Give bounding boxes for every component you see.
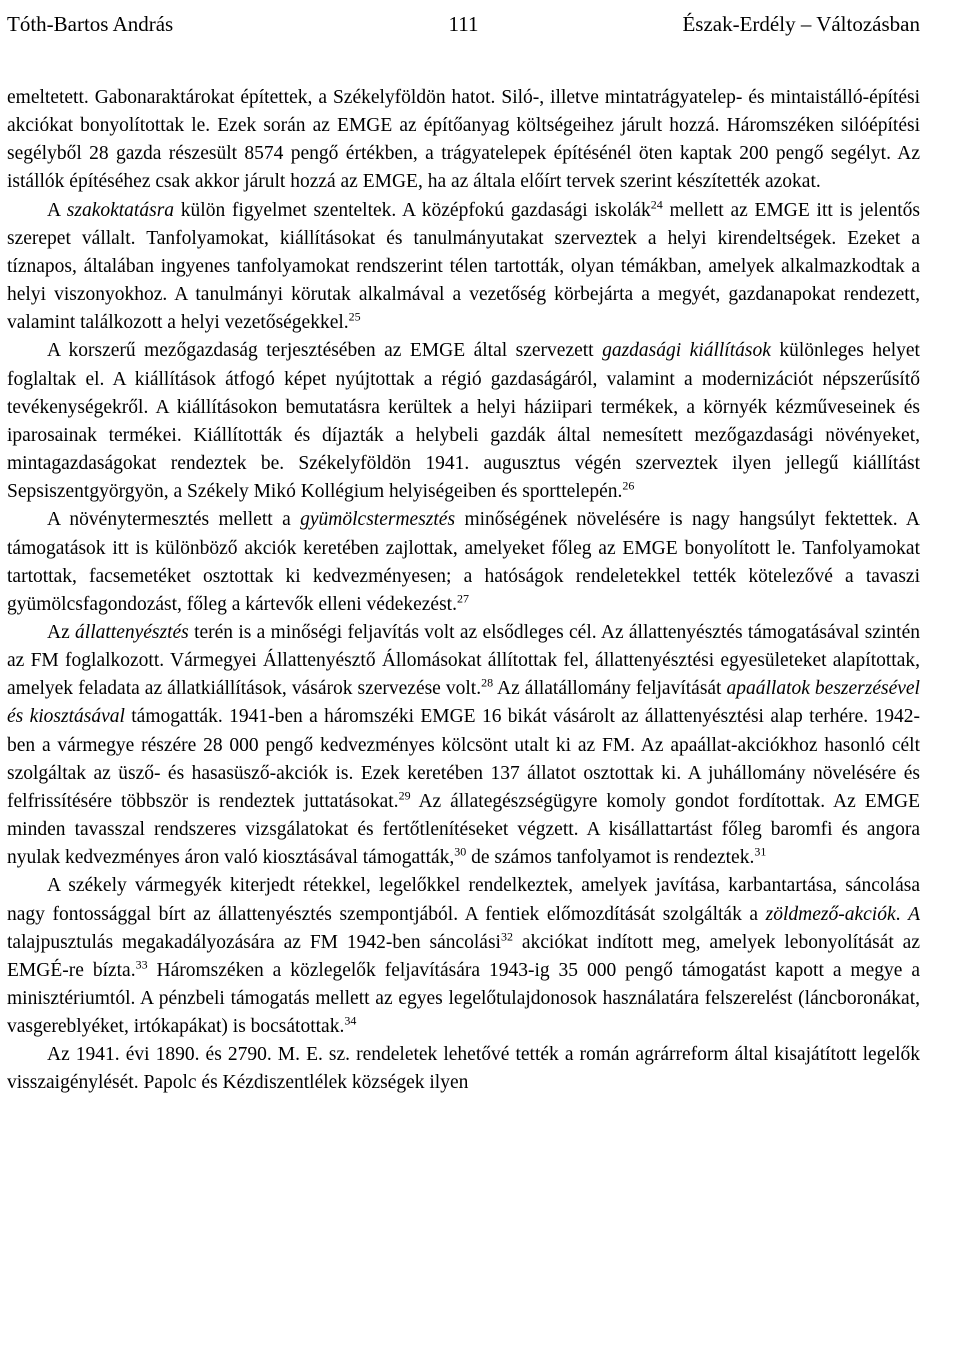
emphasis-text: apaállatok beszerzésével és kiosztásával [7, 678, 920, 728]
header-page-number: 111 [448, 12, 479, 36]
header-author: Tóth-Bartos András [7, 12, 174, 36]
paragraph [7, 1041, 920, 1097]
emphasis-text: gyümölcstermesztés [300, 509, 456, 531]
footnote-marker: 34 [344, 1013, 357, 1028]
text-run: talajpusztulás megakadályozására az FM 1942-ben sáncolási [7, 931, 501, 953]
text-run: emeltetett. Gabonaraktárokat építettek, a Székelyföldön hatot. Siló-, illetve mintatrágyatelep- és mintaistálló-építési akciókat bonyolítottak le. Ezek során az EMGE az építőanyag költségeihez járult hozzá. Háromszéken silóépítési segélyből 28 gazda részesült 8574 pengő értékben, a trágyatelepek építésénél öten kaptak 200 pengő segélyt. Az istállók építéséhez csak akkor járult hozzá az EMGE, ha az általa előírt tervek szerint készítették azokat. [7, 87, 920, 193]
text-run: támogatták. 1941-ben a háromszéki EMGE 16 bikát vásárolt az állattenyésztési alap terhére. 1942-ben a vármegye részére 28 000 pengő kedvezményes kölcsönt utalt ki az FM. Az apaállat-akciókhoz hasonló célt szolgáltak az üsző- és hasasüsző-akciók is. Ezek keretében 137 állatot osztottak ki. A juhállomány növelésére és felfrissítésére többször is rendeztek juttatásokat. [7, 706, 920, 812]
text-run: Háromszéken a közlegelők feljavítására 1943-ig 35 000 pengő támogatást kapott a megye a minisztériumtól. A pénzbeli támogatás mellett az egyes legelőtulajdonosok használatára felszerelést (láncboronákat, vasgereblyéket, irtókapákat) is bocsátottak. [7, 959, 920, 1038]
paragraph [7, 619, 920, 872]
text-run: külön figyelmet szenteltek. A középfokú gazdasági iskolák [174, 199, 651, 221]
emphasis-text: zöldmező-akciók [765, 903, 896, 925]
body-text [7, 84, 920, 1098]
text-run: Az állatállomány feljavítását [493, 678, 727, 700]
text-run: Az 1941. évi 1890. és 2790. M. E. sz. rendeletek lehetővé tették a román agrárreform által kisajátított legelők visszaigénylését. Papolc és Kézdiszentlélek községek ilyen [7, 1044, 920, 1094]
text-run: A korszerű mezőgazdaság terjesztésében az EMGE által szervezett [47, 340, 603, 362]
footnote-marker: 26 [622, 478, 635, 493]
text-run: de számos tanfolyamot is rendeztek. [466, 847, 755, 869]
paragraph [7, 872, 920, 1041]
emphasis-text: állattenyésztés [75, 621, 189, 643]
text-run: A növénytermesztés mellett a [47, 509, 301, 531]
text-run: mellett az EMGE itt is jelentős szerepet vállalt. Tanfolyamokat, kiállításokat és tanulmányutakat szerveztek a helyi kirendeltségek. Ezeket a tíznapos, általában ingyenes tanfolyamokat rendszerint télen tartották, olyan témákban, amelyek alkalmazkodtak a helyi viszonyokhoz. A tanulmányi körutak alkalmával a vezetőség körbejárta a megyét, gazdanapokat rendezett, valamint találkozott a helyi vezetőségekkel. [7, 199, 920, 334]
emphasis-text: gazdasági kiállítások [602, 340, 771, 362]
text-run: minőségének növelésére is nagy hangsúlyt fektettek. A támogatások itt is különböző akciók keretében zajlottak, amelyeket főleg az EMGE bonyolított le. Tanfolyamokat tartottak, facsemetéket osztottak ki kedvezményesen; a hatóságok rendeletekkel tették kötelezővé a tavaszi gyümölcsfagondozást, főleg a kártevők elleni védekezést. [7, 509, 921, 615]
paragraph [7, 84, 920, 197]
text-run: terén is a minőségi feljavítás volt az elsődleges cél. Az állattenyésztés támogatásával szintén az FM foglalkozott. Vármegyei Állattenyésztő Állomásokat állítottak fel, állattenyésztési egyesületeket alapítottak, amelyek feladata az állatkiállítások, vásárok szervezése volt. [7, 621, 920, 700]
text-run: Az [47, 621, 76, 643]
emphasis-text: szakoktatásra [66, 199, 175, 221]
emphasis-text: A [908, 903, 920, 925]
text-run: Az állategészségügyre komoly gondot fordítottak. Az EMGE minden tavasszal rendszeres vizsgálatokat és fertőtlenítéseket végzett. A kisállattartást főleg baromfi és angora nyulak kedvezményes áron való kiosztásával támogatták, [7, 790, 920, 869]
footnote-marker: 32 [500, 929, 513, 944]
footnote-marker: 28 [481, 675, 494, 690]
paragraph [7, 506, 920, 619]
paragraph [7, 197, 920, 338]
page-header [7, 8, 920, 40]
footnote-marker: 30 [454, 844, 467, 859]
text-run: A székely vármegyék kiterjedt rétekkel, legelőkkel rendelkeztek, amelyek javítása, karbantartása, sáncolása nagy fontossággal bírt az állattenyésztés szempontjából. A fentiek előmozdítását szolgálták a [7, 875, 920, 925]
paragraph [7, 337, 920, 506]
text-run: akciókat indított meg, amelyek lebonyolítását az EMGÉ-re bízta. [7, 931, 920, 981]
footnote-marker: 27 [456, 591, 469, 606]
text-run: A [47, 199, 67, 221]
text-run: különleges helyet foglaltak el. A kiállítások átfogó képet nyújtottak a régió gazdaságáról, valamint a modernizációt népszerűsítő tevékenységekről. A kiállításokon bemutatásra kerültek a helyi háziipari termékek, a környék kézműveseinek és iparosainak termékei. Kiállították és díjazták a helybeli gazdák által nemesített mezőgazdasági növényeket, mintagazdaságokat rendeztek be. Székelyföldön 1941. augusztus végén szerveztek ilyen jellegű kiállítást Sepsiszentgyörgyön, a Székely Mikó Kollégium helyiségeiben és sporttelepén. [7, 340, 920, 503]
footnote-marker: 33 [135, 957, 148, 972]
footnote-marker: 31 [754, 844, 767, 859]
footnote-marker: 29 [398, 788, 411, 803]
footnote-marker: 24 [650, 197, 663, 212]
footnote-marker: 25 [348, 309, 361, 324]
text-run: . [895, 903, 909, 925]
header-running-title: Észak-Erdély – Változásban [682, 12, 920, 36]
